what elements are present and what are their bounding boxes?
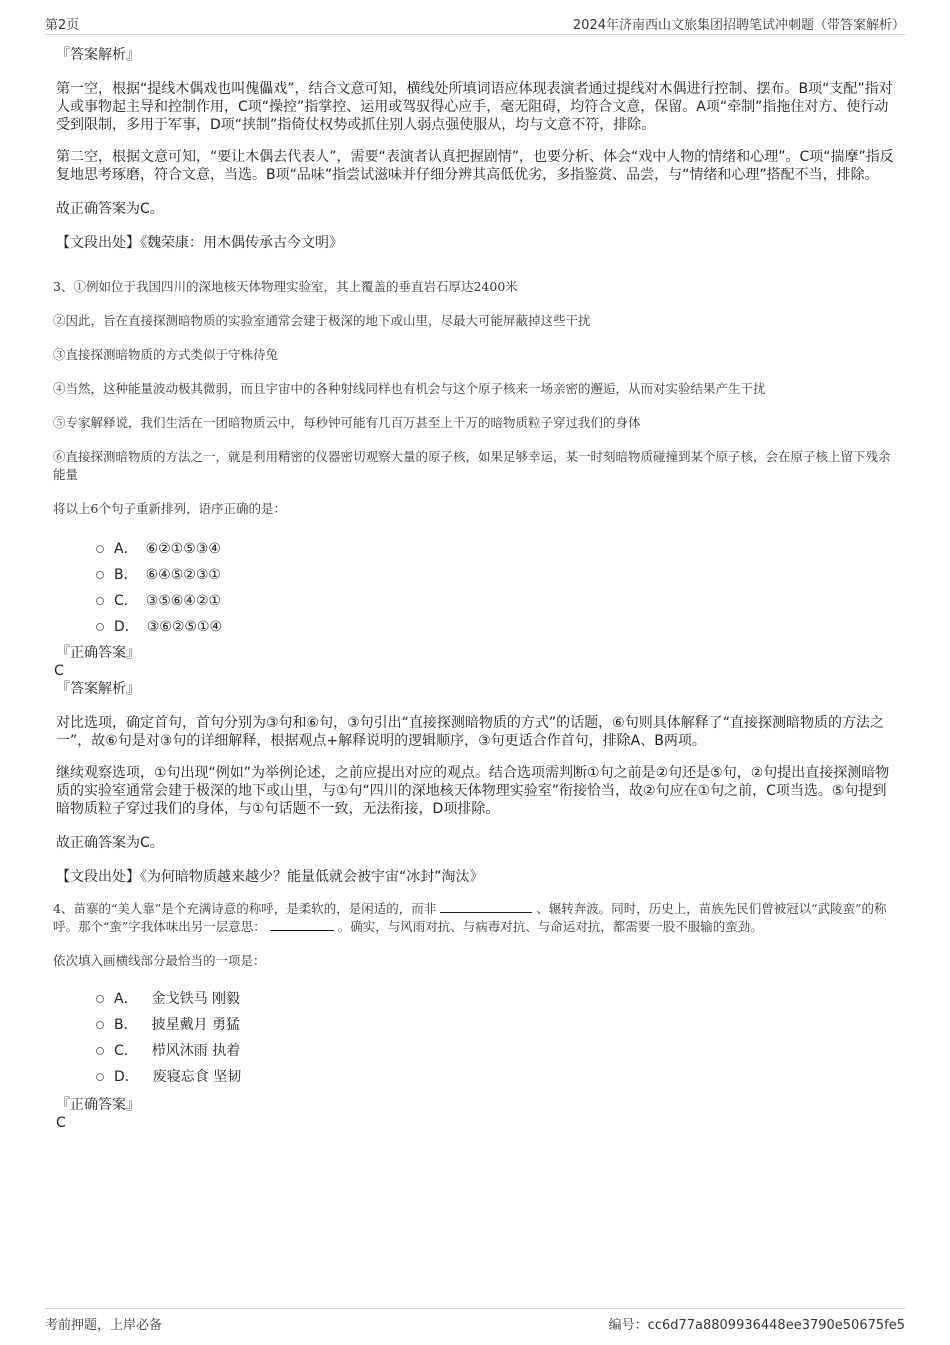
q3-sentence-1: 3、①例如位于我国四川的深地核天体物理实验室，其上覆盖的垂直岩石厚达2400米 <box>53 279 518 294</box>
q3-sentence-6: ⑥直接探测暗物质的方法之一，就是利用精密的仪器密切观察大量的原子核，如果足够幸运，某一时刻暗物质碰撞到某个原子核，会在原子核上留下残余能量 <box>53 449 891 482</box>
q3-option-b[interactable]: B． ⑥④⑤②③① <box>96 562 896 588</box>
radio-button[interactable] <box>96 597 104 605</box>
q3-prompt: 将以上6个句子重新排列，语序正确的是： <box>53 501 286 516</box>
footer-slogan: 考前押题，上岸必备 <box>45 1318 163 1333</box>
q3-analysis-paragraph-2: 继续观察选项，①句出现“例如”为举例论述，之前应提出对应的观点。结合选项需判断①句之前是②句还是⑤句，②句提出直接探测暗物质的实验室通常会建于极深的地下或山里，与①句“四川的深地核天体物理实验室”衔接恰当，故②句应在①句之前，C项当选。⑤句提到暗物质粒子穿过我们的身体，与①句话题不一致，无法衔接，D项排除。 <box>56 765 890 817</box>
radio-button[interactable] <box>96 1047 104 1055</box>
q4-option-c[interactable]: C． 栉风沐雨 执着 <box>96 1038 896 1064</box>
q3-sentence-5: ⑤专家解释说，我们生活在一团暗物质云中，每秒钟可能有几百万甚至上千万的暗物质粒子穿过我们的身体 <box>53 415 641 430</box>
q4-option-a[interactable]: A． 金戈铁马 刚毅 <box>96 986 896 1012</box>
q3-option-d[interactable]: D． ③⑥②⑤①④ <box>96 614 896 640</box>
q4-options <box>96 986 896 1090</box>
q2-analysis-paragraph-2: 第二空，根据文意可知，“要让木偶去代表人”，需要“表演者认真把握剧情”，也要分析、体会“戏中人物的情绪和心理”。C项“揣摩”指反复地思考琢磨，符合文意，当选。B项“品味”指尝试滋味并仔细分辨其高低优劣，多指鉴赏、品尝，与“情绪和心理”搭配不当，排除。 <box>56 149 894 183</box>
radio-button[interactable] <box>96 1073 104 1081</box>
q4-option-b[interactable]: B． 披星戴月 勇猛 <box>96 1012 896 1038</box>
page-footer <box>45 1308 905 1333</box>
q3-options <box>96 536 896 640</box>
page-number: 第2页 <box>45 18 80 33</box>
q2-analysis-paragraph-1: 第一空，根据“提线木偶戏也叫傀儡戏”，结合文意可知，横线处所填词语应体现表演者通过提线对木偶进行控制、摆布。B项“支配”指对人或事物起主导和控制作用，C项“操控”指掌控、运用或驾驭得心应手，毫无阻碍，均符合文意，保留。A项“牵制”指拖住对方、使行动受到限制，多用于军事，D项“挟制”指倚仗权势或抓住别人弱点强使服从，均与文意不符，排除。 <box>56 81 893 133</box>
document-code: 编号：cc6d77a8809936448ee3790e50675fe5 <box>608 1318 905 1333</box>
radio-button[interactable] <box>96 1021 104 1029</box>
q3-answer-label: 『正确答案』 <box>56 645 140 661</box>
fill-blank-1 <box>440 900 532 913</box>
q3-analysis-label: 『答案解析』 <box>56 681 140 697</box>
q2-conclusion: 故正确答案为C。 <box>56 201 164 217</box>
page-content <box>53 44 896 1132</box>
q4-answer: C <box>56 1115 66 1131</box>
q3-conclusion: 故正确答案为C。 <box>56 835 164 851</box>
radio-button[interactable] <box>96 545 104 553</box>
radio-button[interactable] <box>96 571 104 579</box>
q4-option-d[interactable]: D． 废寝忘食 坚韧 <box>96 1064 896 1090</box>
page-header <box>45 12 905 35</box>
radio-button[interactable] <box>96 995 104 1003</box>
radio-button[interactable] <box>96 623 104 631</box>
q3-sentence-2: ②因此，旨在直接探测暗物质的实验室通常会建于极深的地下或山里，尽最大可能屏蔽掉这些干扰 <box>53 313 591 328</box>
q3-analysis-paragraph-1: 对比选项，确定首句，首句分别为③句和⑥句，③句引出“直接探测暗物质的方式”的话题，⑥句则具体解释了“直接探测暗物质的方法之一”，故⑥句是对③句的详细解释，根据观点+解释说明的逻辑顺序，③句更适合作首句，排除A、B两项。 <box>56 715 884 749</box>
q3-sentence-3: ③直接探测暗物质的方式类似于守株待兔 <box>53 347 279 362</box>
q3-option-a[interactable]: A． ⑥②①⑤③④ <box>96 536 896 562</box>
q4-prompt: 依次填入画横线部分最恰当的一项是： <box>53 953 266 968</box>
fill-blank-2 <box>270 918 334 931</box>
q3-answer: C <box>54 663 64 679</box>
q2-analysis-label: 『答案解析』 <box>56 47 140 63</box>
q4-stem: 4、苗寨的“美人靠”是个充满诗意的称呼，是柔软的，是闲适的，而非 、辗转奔波。同时，历史上，苗族先民们曾被冠以“武陵蛮”的称呼。那个“蛮”字我体味出另一层意思： 。确实，与风雨对抗、与病毒对抗、与命运对抗，都需要一股不服输的蛮劲。 <box>53 901 887 934</box>
q3-source: 【文段出处】《为何暗物质越来越少？能量低就会被宇宙“冰封”淘汰》 <box>56 869 484 885</box>
q3-sentence-4: ④当然，这种能量波动极其微弱，而且宇宙中的各种射线同样也有机会与这个原子核来一场亲密的邂逅，从而对实验结果产生干扰 <box>53 381 766 396</box>
q2-source: 【文段出处】《魏荣康：用木偶传承古今文明》 <box>56 235 343 251</box>
document-title: 2024年济南西山文旅集团招聘笔试冲刺题（带答案解析） <box>572 18 905 33</box>
q4-answer-label: 『正确答案』 <box>56 1097 140 1113</box>
q3-option-c[interactable]: C． ③⑤⑥④②① <box>96 588 896 614</box>
